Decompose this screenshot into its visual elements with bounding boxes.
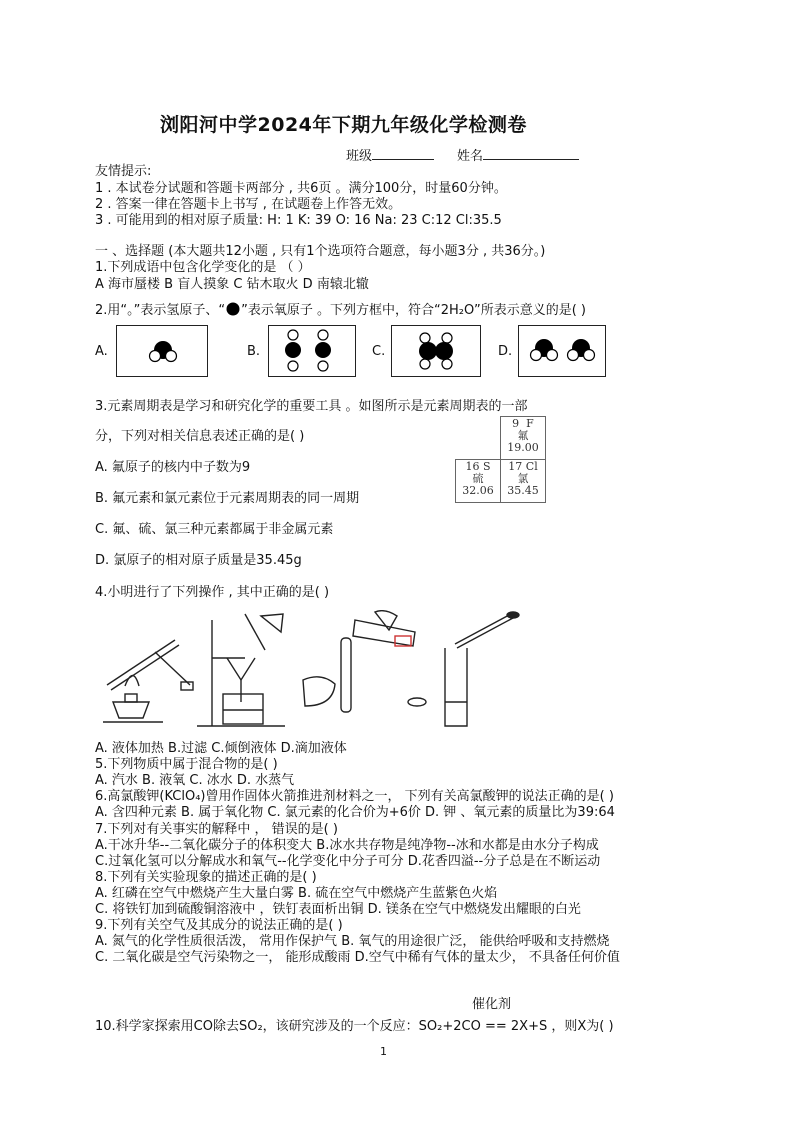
question-8-options-line2: C. 将铁钉加到硫酸铜溶液中 ，铁钉表面析出铜 D. 镁条在空气中燃烧发出耀眼的白光 (95, 902, 581, 917)
class-label: 班级 (346, 149, 373, 164)
section-heading: 一 、选择题 (本大题共12小题 , 只有1个选项符合题意，每小题3分 , 共36分。) (95, 244, 546, 259)
element-symbol: F (526, 417, 534, 430)
question-1-stem: 1.下列成语中包含化学变化的是 （ ） (95, 260, 311, 275)
question-7-stem: 7.下列对有关事实的解释中 ， 错误的是( ) (95, 822, 338, 837)
atoms-diagram (269, 326, 355, 376)
notice-item: 3 . 可能用到的相对原子质量: H: 1 K: 39 O: 16 Na: 23 C:12 Cl:35.5 (95, 213, 502, 228)
class-blank (372, 146, 434, 160)
water-molecules-diagram (519, 326, 605, 376)
question-7-options-line2: C.过氧化氢可以分解成水和氧气--化学变化中分子可分 D.花香四溢--分子总是在不断运动 (95, 854, 601, 869)
question-3-stem: 3.元素周期表是学习和研究化学的重要工具 。如图所示是元素周期表的一部 (95, 399, 528, 414)
element-cell-chlorine (501, 460, 546, 503)
molecule-diagram (392, 326, 480, 376)
atomic-mass: 35.45 (507, 484, 539, 497)
question-4-options: A. 液体加热 B.过滤 C.倾倒液体 D.滴加液体 (95, 741, 347, 756)
water-molecule-diagram (117, 326, 207, 376)
dropping-liquid-illustration (445, 612, 519, 726)
question-9-options-line1: A. 氮气的化学性质很活泼， 常用作保护气 B. 氧气的用途很广泛， 能供给呼吸和支持燃烧 (95, 934, 610, 949)
question-8-options-line1: A. 红磷在空气中燃烧产生大量白雾 B. 硫在空气中燃烧产生蓝紫色火焰 (95, 886, 498, 901)
lab-operations-illustration (95, 610, 635, 736)
liquid-heating-illustration (103, 640, 193, 722)
name-field (457, 145, 579, 164)
question-3-option: C. 氟、硫、氯三种元素都属于非金属元素 (95, 522, 334, 537)
atomic-number: 16 (465, 460, 480, 473)
question-5-options: A. 汽水 B. 液氧 C. 冰水 D. 水蒸气 (95, 773, 295, 788)
question-3-stem-cont: 分，下列对相关信息表述正确的是( ) (95, 429, 305, 444)
filtration-illustration (197, 614, 285, 726)
question-2-stem (95, 299, 586, 318)
pouring-liquid-illustration (303, 611, 426, 712)
empty-cell (456, 417, 501, 460)
element-cell-fluorine (501, 417, 546, 460)
option-label-c: C. (372, 344, 386, 359)
question-9-options-line2: C. 二氧化碳是空气污染物之一， 能形成酸雨 D.空气中稀有气体的量太少， 不具备任何价值 (95, 950, 620, 965)
question-10-stem: 10.科学家探索用CO除去SO₂，该研究涉及的一个反应：SO₂+2CO == 2X+S ，则X为( ) (95, 1019, 614, 1034)
notice-heading: 友情提示: (95, 164, 152, 179)
atomic-mass: 19.00 (507, 441, 539, 454)
option-label-a: A. (95, 344, 108, 359)
atomic-mass: 32.06 (462, 484, 494, 497)
page-number: 1 (380, 1045, 387, 1058)
notice-item: 2 . 答案一律在答题卡上书写 , 在试题卷上作答无效。 (95, 197, 402, 212)
notice-item: 1 . 本试卷分试题和答题卡两部分 , 共6页 。满分100分，时量60分钟。 (95, 181, 507, 196)
element-name: 氯 (517, 472, 529, 485)
name-label: 姓名 (457, 149, 484, 164)
element-name: 硫 (472, 472, 484, 485)
molecule-box-d (518, 325, 606, 377)
question-8-stem: 8.下列有关实验现象的描述正确的是( ) (95, 870, 317, 885)
catalyst-label: 催化剂 (472, 997, 512, 1012)
periodic-table-excerpt (455, 416, 546, 503)
question-6-options: A. 含四种元素 B. 属于氧化物 C. 氯元素的化合价为+6价 D. 钾 、氧元素的质量比为39:64 (95, 805, 615, 820)
question-1-options: A 海市蜃楼 B 盲人摸象 C 钻木取火 D 南辕北辙 (95, 277, 369, 292)
name-blank (483, 146, 579, 160)
element-cell-sulfur (456, 460, 501, 503)
option-label-d: D. (498, 344, 513, 359)
element-name: 氟 (517, 429, 529, 442)
question-9-stem: 9.下列有关空气及其成分的说法正确的是( ) (95, 918, 343, 933)
element-symbol: S (482, 460, 491, 473)
atomic-number: 9 (512, 417, 520, 430)
molecule-box-c (391, 325, 481, 377)
atomic-number: 17 (508, 460, 523, 473)
question-7-options-line1: A.干冰升华--二氧化碳分子的体积变大 B.冰水共存物是纯净物--冰和水都是由水分子构成 (95, 838, 599, 853)
page-title: 浏阳河中学2024年下期九年级化学检测卷 (160, 114, 527, 136)
option-label-b: B. (247, 344, 261, 359)
question-3-option: B. 氟元素和氯元素位于元素周期表的同一周期 (95, 491, 360, 506)
molecule-box-b (268, 325, 356, 377)
question-2-stem-part: 2.用“。”表示氢原子、“ (95, 303, 226, 318)
question-3-option: A. 氟原子的核内中子数为9 (95, 460, 251, 475)
class-field (346, 145, 434, 164)
oxygen-atom-icon (225, 302, 241, 316)
question-3-option: D. 氯原子的相对原子质量是35.45g (95, 553, 302, 568)
element-symbol: Cl (525, 460, 538, 473)
question-5-stem: 5.下列物质中属于混合物的是( ) (95, 757, 278, 772)
question-4-stem: 4.小明进行了下列操作 , 其中正确的是( ) (95, 585, 330, 600)
question-6-stem: 6.高氯酸钾(KClO₄)曾用作固体火箭推进剂材料之一， 下列有关高氯酸钾的说法正确的是( ) (95, 789, 614, 804)
question-2-stem-part: ”表示氧原子 。下列方框中，符合“2H₂O”所表示意义的是( ) (241, 303, 586, 318)
molecule-box-a (116, 325, 208, 377)
